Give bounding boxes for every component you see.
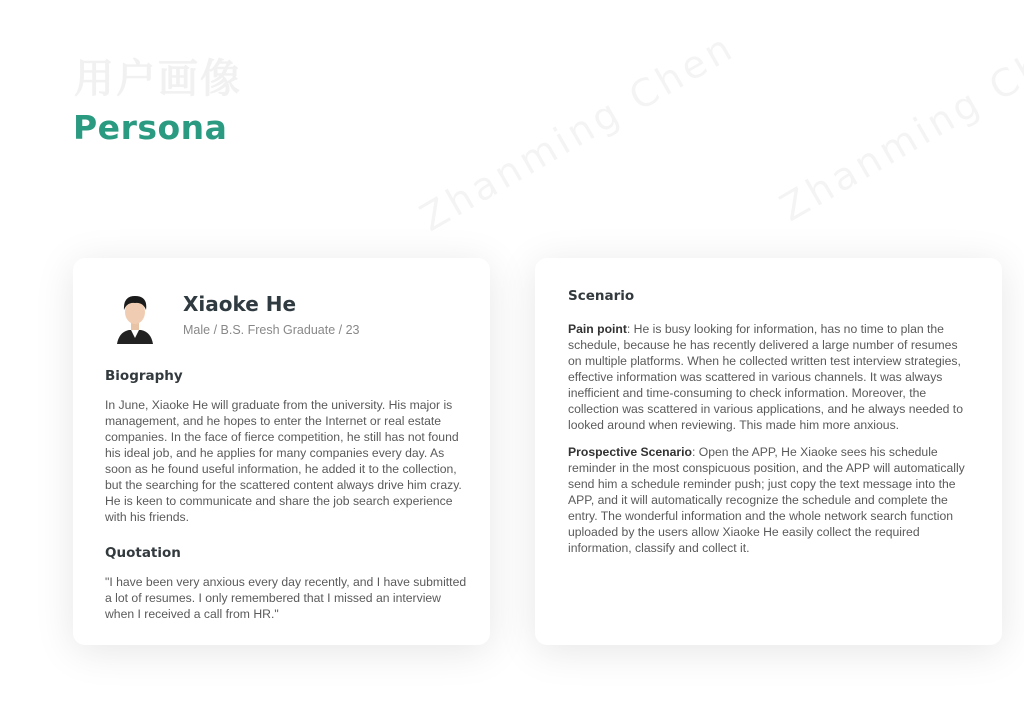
scenario-card [535,258,1002,645]
scenario-heading: Scenario [568,288,635,304]
quotation-text: "I have been very anxious every day recently, and I have submitted a lot of resumes. I only remembered that I missed an interview when I received a call from HR." [105,575,467,621]
watermark [413,24,743,241]
avatar [115,288,155,344]
ghost-title: 用户画像 [74,56,242,102]
quotation-heading: Quotation [105,545,181,561]
pain-point-paragraph [568,321,972,433]
prospective-label: Prospective Scenario [568,445,692,459]
persona-name: Xiaoke He [183,292,297,316]
prospective-text: : Open the APP, He Xiaoke sees his schedule reminder in the most conspicuous position, and the APP will automatically send him a schedule reminder push; just copy the text message into the APP, and it will automatically recognize the schedule and complete the entry. The wonderful information and the whole network search function uploaded by the users allow Xiaoke He easily collect the required information, classify and collect it. [568,445,965,555]
persona-card [73,258,490,645]
persona-header [115,288,468,344]
page-title: Persona [73,108,228,147]
biography-heading: Biography [105,368,183,384]
biography-text: In June, Xiaoke He will graduate from the university. His major is management, and he hopes to enter the Internet or real estate companies. In the face of fierce competition, he still has not found his ideal job, and he applies for many companies every day. As soon as he found useful information, he added it to the collection, but the searching for the scattered content always drive him crazy. He is keen to communicate and share the job search experience with his friends. [105,398,462,524]
pain-point-label: Pain point [568,322,627,336]
prospective-paragraph [568,444,972,556]
pain-point-text: : He is busy looking for information, has no time to plan the schedule, because he has recently delivered a large number of resumes on multiple platforms. When he collected written test interview strategies, effective information was scattered in various channels. It was always inefficient and time-consuming to check information. Moreover, the collection was scattered in various applications, and he always needed to looked around when reviewing. This made him more anxious. [568,322,963,432]
persona-subtitle: Male / B.S. Fresh Graduate / 23 [183,323,360,337]
watermark [773,14,1024,231]
